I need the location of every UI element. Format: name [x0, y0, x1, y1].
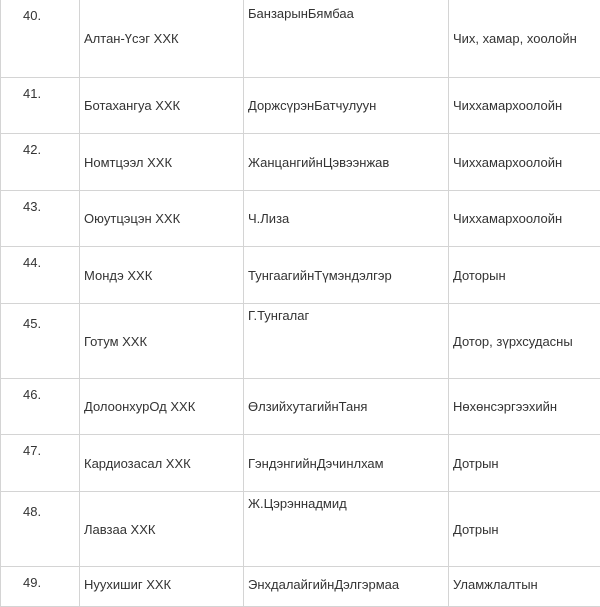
person-name: Ж.Цэрэннадмид	[244, 492, 449, 567]
person-name: ГэндэнгийнДэчинлхам	[244, 435, 449, 492]
company-name: Нуухишиг ХХК	[80, 567, 244, 607]
table-row	[1, 435, 600, 492]
row-number: 48.	[1, 492, 80, 567]
row-number: 44.	[1, 247, 80, 304]
table-row	[1, 247, 600, 304]
specialty: Чиххамархоолойн	[449, 191, 600, 247]
company-name: Лавзаа ХХК	[80, 492, 244, 567]
specialty: Чих, хамар, хоолойн	[449, 0, 600, 78]
table-row	[1, 492, 600, 567]
table-row	[1, 191, 600, 247]
row-number: 45.	[1, 304, 80, 379]
table-row	[1, 0, 600, 78]
row-number: 49.	[1, 567, 80, 607]
row-number: 46.	[1, 379, 80, 435]
company-name: Готум ХХК	[80, 304, 244, 379]
company-name: Оюутцэцэн ХХК	[80, 191, 244, 247]
specialty: Нөхөнсэргээхийн	[449, 379, 600, 435]
person-name: БанзарынБямбаа	[244, 0, 449, 78]
company-name: Ботахангуа ХХК	[80, 78, 244, 134]
row-number: 42.	[1, 134, 80, 191]
company-name: Кардиозасал ХХК	[80, 435, 244, 492]
specialty: Дотрын	[449, 435, 600, 492]
person-name: ӨлзийхутагийнТаня	[244, 379, 449, 435]
company-name: Номтцээл ХХК	[80, 134, 244, 191]
table-row	[1, 567, 600, 607]
person-name: ТунгаагийнТүмэндэлгэр	[244, 247, 449, 304]
table-row	[1, 134, 600, 191]
table-row	[1, 379, 600, 435]
person-name: Ч.Лиза	[244, 191, 449, 247]
company-name: Мондэ ХХК	[80, 247, 244, 304]
specialty: Доторын	[449, 247, 600, 304]
row-number: 47.	[1, 435, 80, 492]
person-name: ДоржсүрэнБатчулуун	[244, 78, 449, 134]
person-name: Г.Тунгалаг	[244, 304, 449, 379]
person-name: ЭнхдалайгийнДэлгэрмаа	[244, 567, 449, 607]
table-row	[1, 78, 600, 134]
person-name: ЖанцангийнЦэвээнжав	[244, 134, 449, 191]
row-number: 41.	[1, 78, 80, 134]
specialty: Чиххамархоолойн	[449, 78, 600, 134]
company-name: ДолоонхурОд ХХК	[80, 379, 244, 435]
row-number: 43.	[1, 191, 80, 247]
specialty: Уламжлалтын	[449, 567, 600, 607]
specialty: Дотор, зүрхсудасны	[449, 304, 600, 379]
specialty: Чиххамархоолойн	[449, 134, 600, 191]
row-number: 40.	[1, 0, 80, 78]
specialty: Дотрын	[449, 492, 600, 567]
table-row	[1, 304, 600, 379]
company-name: Алтан-Үсэг ХХК	[80, 0, 244, 78]
